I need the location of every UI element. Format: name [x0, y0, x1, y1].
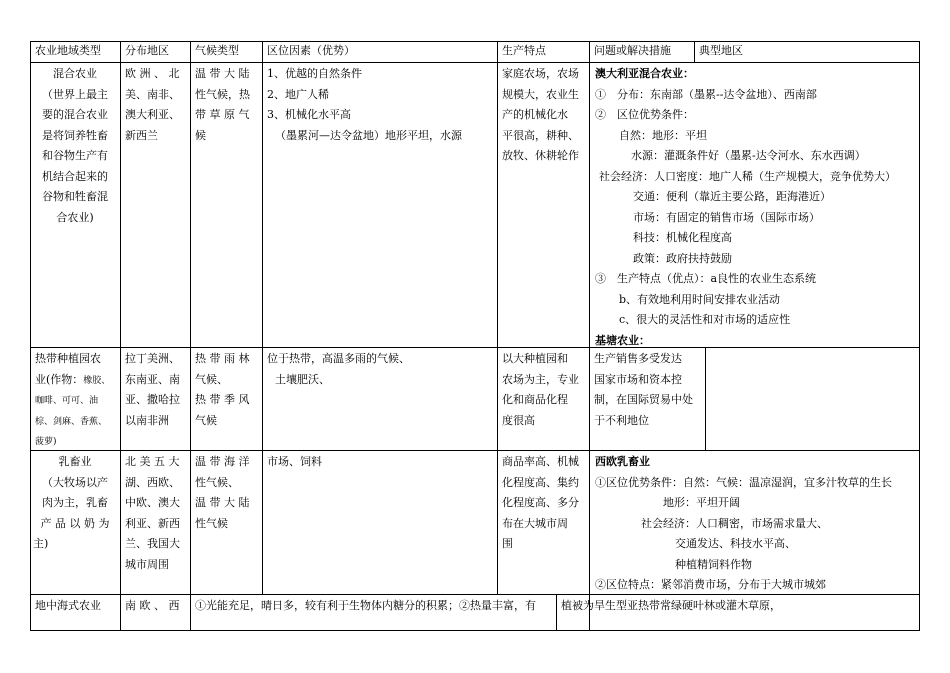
mixed-farming-distribution-cell: 欧 洲 、 北 美、南非、 澳大利亚、 新西兰: [125, 67, 180, 142]
header-cell-type: 农业地域类型: [35, 44, 101, 57]
west-europe-dairy-heading: 西欧乳畜业: [595, 455, 650, 468]
mixed-farming-type-cell: 混合农业 （世界上最主 要的混合农业 是将饲养牲畜 和谷物生产有 机结合起来的 谷物和牲畜混 合农业): [42, 67, 108, 224]
mediterranean-factors-cell: ①光能充足，晴日多，较有利于生物体内糖分的积累；②热量丰富，有: [195, 599, 536, 612]
column-divider: [705, 347, 706, 451]
plantation-climate-cell: 热 带 雨 林 气候、 热 带 季 风 气候: [195, 352, 250, 427]
dairy-features-cell: 商品率高、机械 化程度高、集约 化程度高、多分 布在大城市周 围: [502, 455, 579, 550]
plantation-factors-cell: 位于热带，高温多雨的气候、 土壤肥沃、: [267, 352, 410, 386]
header-cell-features: 生产特点: [502, 44, 546, 57]
dairy-climate-cell: 温 带 海 洋 性气候、 温 带 大 陆 性气候: [195, 455, 250, 530]
mediterranean-type-cell: 地中海式农业: [35, 599, 101, 612]
dairy-factors-cell: 市场、饲料: [267, 455, 322, 468]
header-cell-problems: 问题或解决措施: [594, 44, 671, 57]
plantation-distribution-cell: 拉丁美洲、 东南亚、南 亚、撒哈拉 以南非洲: [125, 352, 180, 427]
header-cell-typical: 典型地区: [699, 44, 743, 57]
header-cell-distribution: 分布地区: [125, 44, 169, 57]
mixed-farming-features-cell: 家庭农场，农场 规模大，农业生 产的机械化水 平很高，耕种、 放牧、休耕轮作: [502, 67, 579, 162]
dairy-type-cell: 乳畜业 （大牧场以产 肉为主，乳畜 产 品 以 奶 为 主): [33, 455, 110, 550]
plantation-problems-cell: 生产销售多受发达 国家市场和资本控 制，在国际贸易中处 于不利地位: [594, 352, 693, 427]
mixed-farming-factors-cell: 1、优越的自然条件 2、地广人稀 3、机械化水平高 （墨累河—达令盆地）地形平坦，水源: [267, 67, 462, 142]
header-cell-climate: 气候类型: [195, 44, 239, 57]
header-cell-factors: 区位因素（优势）: [267, 44, 355, 57]
mediterranean-vegetation-cell: 植被为旱生型亚热带常绿硬叶林或灌木草原，: [561, 599, 781, 612]
dairy-typical-cell: 西欧乳畜业 ①区位优势条件：自然：气候：温凉湿润，宜多汁牧草的生长 地形：平坦开阔 社会经济：人口稠密，市场需求量大、 交通发达、科技水平高、 种植精饲料作物 ②区位特点：紧邻消费市场，分布于大城市城郊: [589, 451, 920, 594]
dike-pond-farming-heading: 基塘农业：: [595, 333, 650, 347]
plantation-features-cell: 以大种植园和 农场为主，专业 化和商品化程 度很高: [502, 352, 579, 427]
dairy-distribution-cell: 北 美 五 大 湖、西欧、 中欧、澳大 利亚、新西 兰、我国大 城市周围: [125, 455, 180, 571]
australia-mixed-farming-heading: 澳大利亚混合农业：: [595, 67, 694, 80]
plantation-type-cell: 热带种植园农 业(作物：橡胶、 咖啡、可可、油 棕、剑麻、香蕉、 菠萝): [35, 352, 111, 447]
mixed-farming-typical-cell: 澳大利亚混合农业： ① 分布：东南部（墨累--达令盆地）、西南部 ② 区位优势条件： 自然：地形：平坦 水源：灌溉条件好（墨累-达令河水、东水西调） 社会经济：人口密度：地广人稀（生产规模大，竞争优势大） 交通：便利（靠近主要公路，距海港近） 市场：有固定的销售市场（国际市场） 科技：机械化程度高 政策：政府扶持鼓励 ③ 生产特点（优点）：a良性的农业生态系统 b、有效地利用时间安排农业活动 c、很大的灵活性和对市场的适应性 基塘农业：: [589, 63, 920, 347]
mediterranean-distribution-cell: 南 欧 、 西: [125, 599, 180, 612]
mixed-farming-climate-cell: 温 带 大 陆 性气候，热 带 草 原 气 候: [195, 67, 250, 142]
table-border-bottom: [30, 630, 920, 631]
